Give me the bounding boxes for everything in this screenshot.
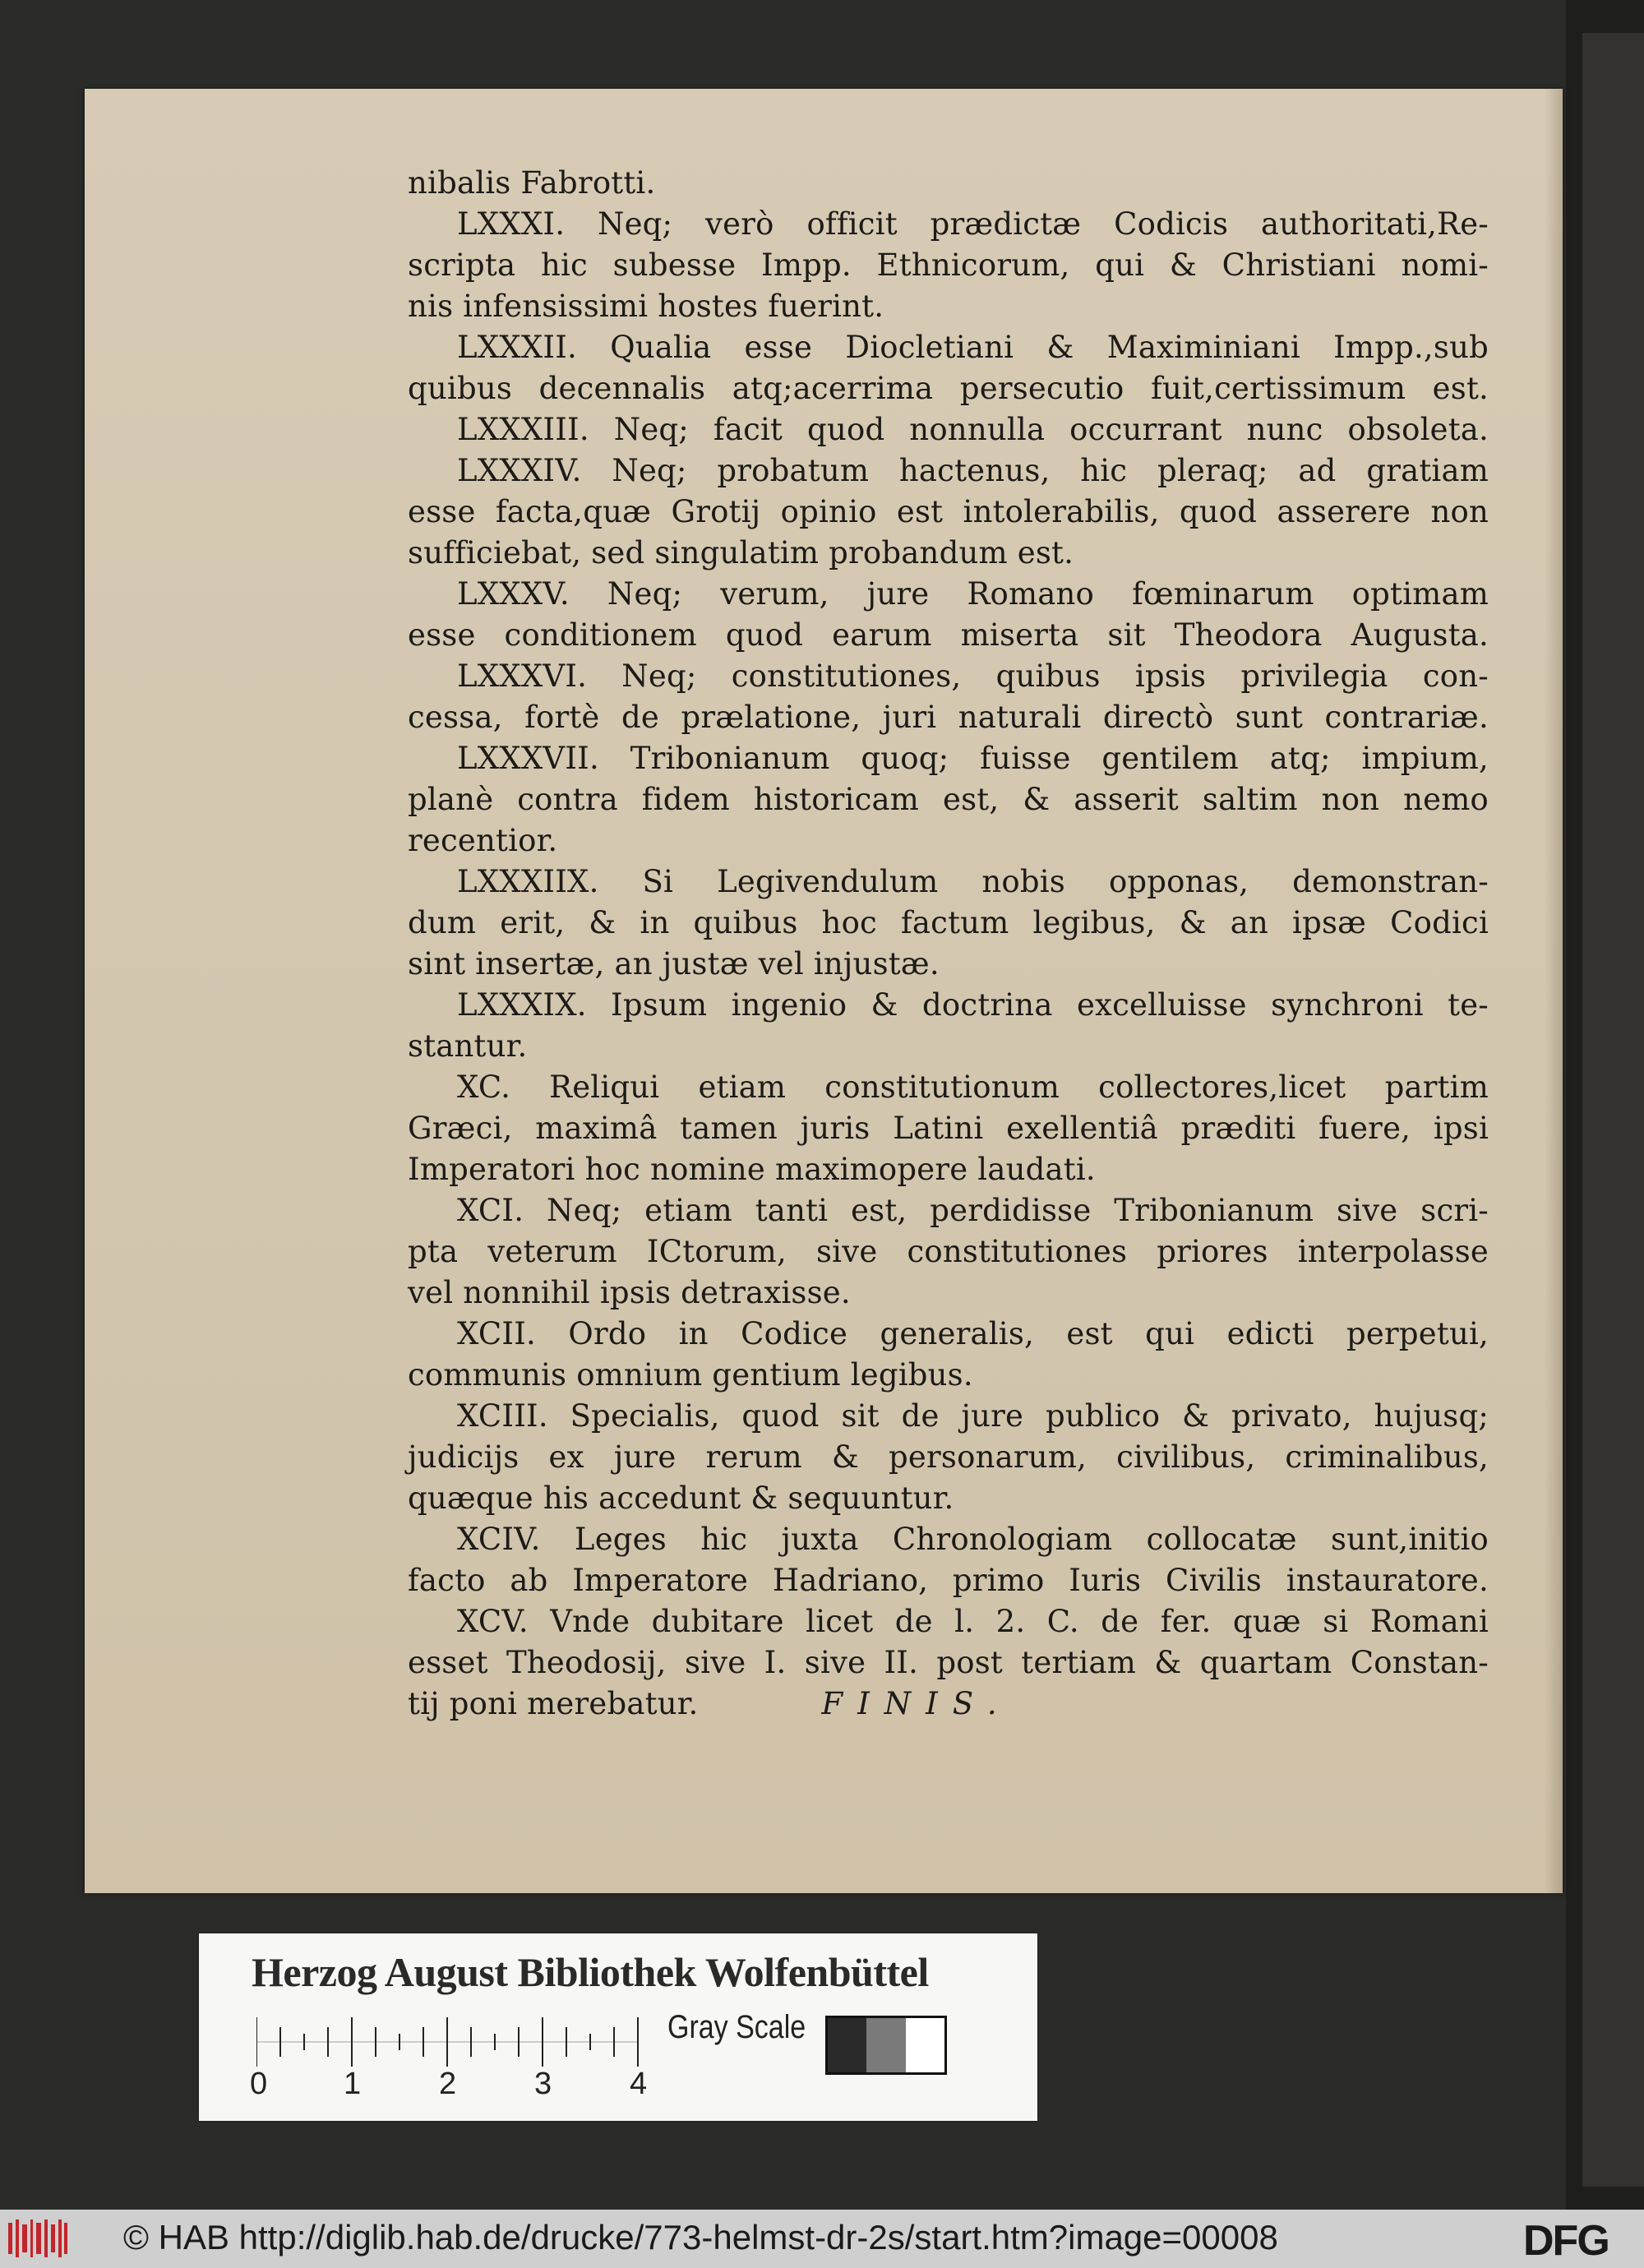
gray-scale-label: Gray Scale [667,2009,806,2045]
ruler-number: 0 [250,2067,268,2101]
ruler-number: 4 [630,2067,648,2101]
footer-url-link[interactable]: © HAB http://diglib.hab.de/drucke/773-helmst-dr-2s/start.htm?image=00008 [123,2218,1278,2256]
ruler-number: 3 [534,2067,552,2101]
text-line: esse facta,quæ Grotij opinio est intolerabilis, quod asserere non [408,494,1489,529]
text-line: XCI. Neq; etiam tanti est, perdidisse Tribonianum sive scri- [457,1193,1489,1228]
finis-word: FINIS. [821,1686,1012,1721]
barcode-logo-icon [8,2219,67,2257]
text-line: nis infensissimi hostes fuerint. [408,289,884,324]
page-text-block [408,163,1489,1725]
text-line: LXXXV. Neq; verum, jure Romano fœminarum optimam [457,576,1489,612]
text-line: LXXXI. Neq; verò officit prædictæ Codicis authoritati,Re- [457,206,1489,242]
footer-bar [0,2210,1644,2268]
text-line: LXXXIIX. Si Legivendulum nobis opponas, demonstran- [457,864,1489,899]
gray-scale-swatch [825,2016,947,2075]
text-line: XCIV. Leges hic juxta Chronologiam collocatæ sunt,initio [457,1522,1489,1557]
text-line: recentior. [408,823,558,858]
text-line: esse conditionem quod earum miserta sit Theodora Augusta. [408,617,1489,653]
text-line: nibalis Fabrotti. [408,165,656,201]
scanned-page [85,89,1563,1893]
text-line: Imperatori hoc nomine maximopere laudati. [408,1152,1096,1187]
text-line: stantur. [408,1028,528,1064]
dfg-logo: DFG [1523,2217,1609,2265]
page-edge-shadow [1545,89,1563,1893]
text-line: judicijs ex jure rerum & personarum, civilibus, criminalibus, [408,1439,1489,1475]
text-line: XCII. Ordo in Codice generalis, est qui edicti perpetui, [457,1316,1489,1351]
ruler-numbers [238,2067,830,2108]
gray-swatch-dark [828,2018,866,2072]
text-line: quibus decennalis atq;acerrima persecutio fuit,certissimum est. [408,371,1489,406]
text-line: planè contra fidem historicam est, & asserit saltim non nemo [408,782,1489,817]
text-line: LXXXVII. Tribonianum quoq; fuisse gentilem atq; impium, [457,741,1489,776]
text-line: quæque his accedunt & sequuntur. [408,1480,954,1516]
text-line: XCIII. Specialis, quod sit de jure publico & privato, hujusq; [457,1398,1489,1434]
text-line: Græci, maximâ tamen juris Latini exellentiâ præditi fuere, ipsi [408,1111,1489,1146]
text-line: sufficiebat, sed singulatim probandum est. [408,535,1074,570]
text-line: sint insertæ, an justæ vel injustæ. [408,946,940,982]
text-line: communis omnium gentium legibus. [408,1357,973,1393]
library-title: Herzog August Bibliothek Wolfenbüttel [252,1949,929,1995]
library-label-card [199,1933,1037,2121]
gray-swatch-mid [866,2018,905,2072]
background-strip-inner [1582,33,1644,2187]
text-line: vel nonnihil ipsis detraxisse. [408,1275,851,1310]
text-line: dum erit, & in quibus hoc factum legibus, & an ipsæ Codici [408,905,1489,940]
text-line: tij poni merebatur. [408,1686,699,1721]
text-line: XC. Reliqui etiam constitutionum collectores,licet partim [457,1069,1489,1105]
gray-swatch-light [906,2018,944,2072]
text-line-final [408,1684,1489,1725]
text-line: LXXXIV. Neq; probatum hactenus, hic pleraq; ad gratiam [457,453,1489,488]
text-line: scripta hic subesse Impp. Ethnicorum, qui & Christiani nomi- [408,247,1489,283]
text-line: XCV. Vnde dubitare licet de l. 2. C. de fer. quæ si Romani [457,1604,1489,1639]
text-line: facto ab Imperatore Hadriano, primo Iuris Civilis instauratore. [408,1563,1489,1598]
ruler-number: 2 [439,2067,457,2101]
text-line: cessa, fortè de prælatione, juri naturali directò sunt contrariæ. [408,700,1489,735]
text-line: pta veterum ICtorum, sive constitutiones priores interpolasse [408,1234,1489,1269]
text-line: LXXXIII. Neq; facit quod nonnulla occurrant nunc obsoleta. [457,412,1489,447]
text-line: LXXXIX. Ipsum ingenio & doctrina excelluisse synchroni te- [457,987,1489,1023]
ruler-number: 1 [344,2067,362,2101]
text-line: esset Theodosij, sive I. sive II. post tertiam & quartam Constan- [408,1645,1489,1680]
text-line: LXXXII. Qualia esse Diocletiani & Maximiniani Impp.,sub [457,330,1489,365]
text-line: LXXXVI. Neq; constitutiones, quibus ipsis privilegia con- [457,658,1489,694]
